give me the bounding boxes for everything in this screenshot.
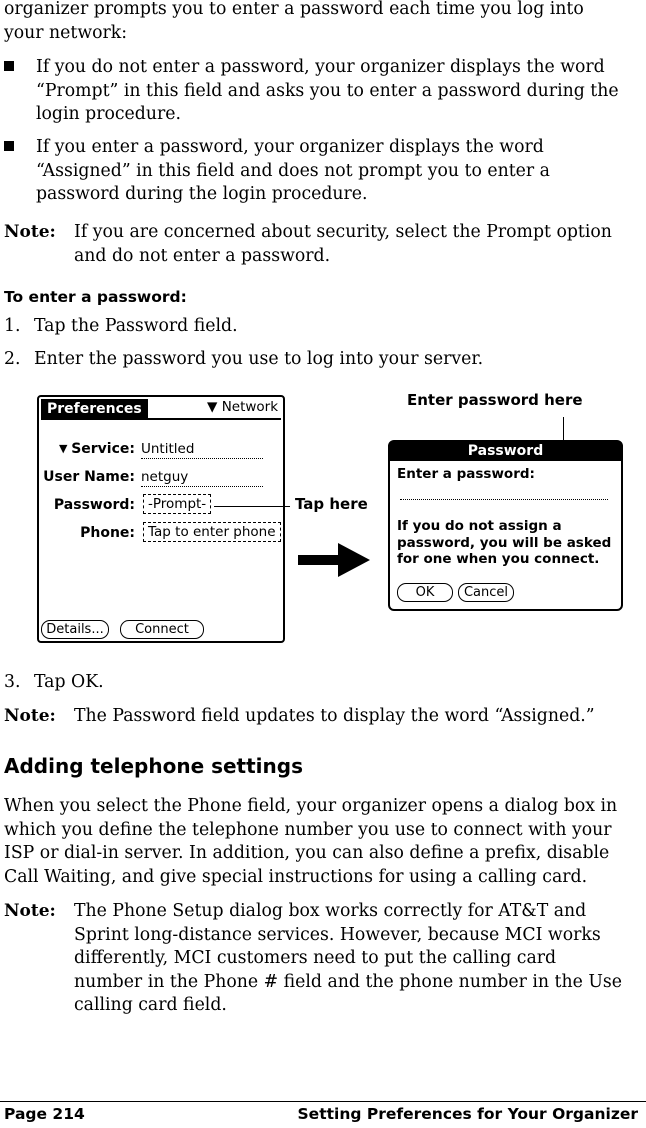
title-underline [41, 418, 281, 420]
password-input[interactable] [400, 499, 608, 500]
username-value[interactable]: netguy [141, 469, 189, 485]
step-3 [4, 671, 104, 695]
bullet-square-icon [4, 61, 14, 71]
ok-button[interactable]: OK [397, 583, 453, 602]
step-number: 2. [4, 349, 21, 369]
bullet-line: If you do not enter a password, your organizer displays the word [36, 57, 605, 77]
preferences-title: Preferences [41, 399, 148, 419]
bullet-line: If you enter a password, your organizer displays the word [36, 137, 544, 157]
phone-field[interactable]: Tap to enter phone [143, 522, 281, 542]
preferences-screen [37, 395, 285, 643]
step-number: 1. [4, 316, 21, 336]
step-number: 3. [4, 672, 21, 692]
arrow-right-icon [298, 543, 370, 577]
triangle-down-icon: ▼ [207, 399, 218, 415]
note-line: If you are concerned about security, select the Prompt option [74, 222, 612, 242]
username-label: User Name: [43, 469, 135, 485]
paragraph-line: which you define the telephone number you use to connect with your [4, 819, 612, 840]
service-underline [141, 458, 263, 459]
phone-label: Phone: [80, 525, 135, 541]
bullet-line: “Assigned” in this field and does not prompt you to enter a [36, 160, 550, 181]
intro-paragraph [4, 0, 640, 45]
note-line: and do not enter a password. [74, 245, 331, 266]
note-label: Note: [4, 222, 56, 242]
intro-line: organizer prompts you to enter a password each time you log into [4, 0, 584, 19]
bullet-square-icon [4, 141, 14, 151]
step-1 [4, 315, 238, 339]
paragraph-line: ISP or dial-in server. In addition, you can also define a prefix, disable [4, 843, 610, 863]
paragraph-line: Call Waiting, and give special instructions for using a calling card. [4, 866, 588, 887]
section-paragraph [4, 795, 640, 889]
details-button[interactable]: Details... [41, 620, 109, 639]
footer-page-number: Page 214 [4, 1105, 85, 1123]
note-line: Sprint long-distance services. However, because MCI works [74, 924, 601, 945]
note-text: The Password field updates to display the word “Assigned.” [74, 706, 595, 726]
tap-here-callout: Tap here [295, 495, 368, 513]
note-text [74, 221, 640, 268]
note-text [74, 900, 640, 1018]
password-field[interactable]: -Prompt- [143, 494, 211, 514]
note-label: Note: [4, 706, 56, 726]
connect-button[interactable]: Connect [120, 620, 204, 639]
note-line: differently, MCI customers need to put the calling card [74, 948, 557, 968]
dialog-title: Password [390, 442, 621, 461]
enter-password-callout: Enter password here [407, 391, 583, 409]
footer-chapter-title: Setting Preferences for Your Organizer [297, 1105, 638, 1123]
triangle-down-icon: ▼ [59, 442, 68, 455]
category-value: Network [221, 399, 279, 415]
dialog-message [397, 518, 611, 568]
service-value[interactable]: Untitled [141, 441, 195, 457]
dialog-prompt: Enter a password: [397, 466, 535, 482]
bullet-line: “Prompt” in this field and asks you to enter a password during the [36, 80, 619, 101]
dialog-message-line: password, you will be asked [397, 534, 612, 551]
tap-here-leader-line [214, 506, 290, 507]
dialog-message-line: If you do not assign a [397, 518, 562, 534]
note-label: Note: [4, 901, 56, 921]
category-picker[interactable] [207, 399, 278, 415]
intro-line: your network: [4, 22, 128, 43]
password-dialog [388, 440, 623, 611]
step-text: Enter the password you use to log into your server. [34, 349, 484, 369]
cancel-button[interactable]: Cancel [458, 583, 514, 602]
note-line: number in the Phone # field and the phone number in the Use [74, 971, 622, 992]
step-2 [4, 348, 483, 372]
procedure-heading: To enter a password: [4, 288, 187, 306]
bullet-line: login procedure. [36, 104, 181, 124]
bullet-line: password during the login procedure. [36, 184, 368, 204]
note-line: calling card field. [74, 995, 227, 1015]
password-label: Password: [53, 497, 135, 513]
step-text: Tap OK. [34, 672, 104, 692]
dialog-message-line: for one when you connect. [397, 551, 600, 567]
username-underline [141, 486, 263, 487]
service-label: Service: [71, 441, 135, 457]
note-line: The Phone Setup dialog box works correctly for AT&T and [74, 901, 587, 921]
paragraph-line: When you select the Phone field, your organizer opens a dialog box in [4, 796, 618, 816]
step-text: Tap the Password field. [34, 316, 238, 336]
footer-rule [0, 1101, 646, 1102]
section-heading: Adding telephone settings [4, 754, 303, 778]
